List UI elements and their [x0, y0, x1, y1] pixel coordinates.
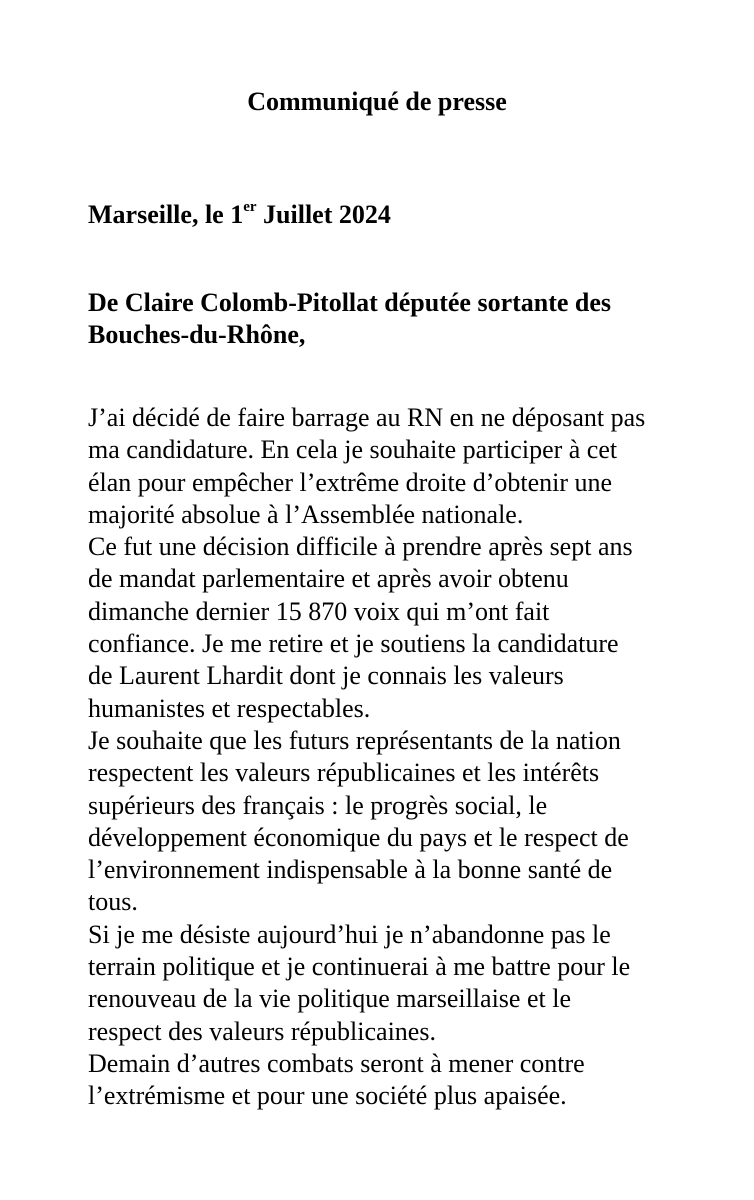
body-text [88, 402, 728, 1113]
body-line: Si je me désiste aujourd’hui je n’abandonne pas le [88, 919, 611, 949]
body-line: majorité absolue à l’Assemblée nationale. [88, 499, 524, 529]
author-heading [88, 287, 728, 351]
body-line: Demain d’autres combats seront à mener contre [88, 1048, 585, 1078]
body-line: J’ai décidé de faire barrage au RN en ne déposant pas [88, 403, 646, 432]
body-line: de mandat parlementaire et après avoir obtenu [88, 564, 569, 594]
author-heading-line: De Claire Colomb-Pitollat députée sortante des [88, 288, 612, 317]
body-line: terrain politique et je continuerai à me battre pour le [88, 952, 631, 982]
body-line: humanistes et respectables. [88, 693, 371, 723]
body-line: Je souhaite que les futurs représentants de la nation [88, 725, 621, 755]
body-line: développement économique du pays et le respect de [88, 822, 629, 852]
body-line: Ce fut une décision difficile à prendre après sept ans [88, 532, 633, 562]
body-line: respectent les valeurs républicaines et les intérêts [88, 758, 600, 788]
body-line: ma candidature. En cela je souhaite participer à cet [88, 435, 618, 465]
body-line: renouveau de la vie politique marseillaise et le [88, 984, 571, 1014]
body-line: respect des valeurs républicaines. [88, 1016, 436, 1046]
body-line: tous. [88, 887, 138, 917]
document-title: Communiqué de presse [247, 87, 507, 116]
body-line: supérieurs des français : le progrès social, le [88, 790, 548, 820]
dateline-end: Juillet 2024 [256, 200, 391, 229]
body-line: l’environnement indispensable à la bonne santé de [88, 855, 613, 885]
dateline-start: Marseille, le 1 [88, 200, 244, 229]
dateline [88, 199, 391, 231]
author-heading-line: Bouches-du-Rhône, [88, 320, 306, 349]
dateline-superscript: er [243, 199, 257, 216]
body-line: dimanche dernier 15 870 voix qui m’ont fait [88, 596, 550, 626]
body-line: l’extrémisme et pour une société plus apaisée. [88, 1081, 567, 1111]
body-line: confiance. Je me retire et je soutiens la candidature [88, 629, 619, 659]
body-line: élan pour empêcher l’extrême droite d’obtenir une [88, 467, 613, 497]
body-line: de Laurent Lhardit dont je connais les valeurs [88, 661, 564, 691]
